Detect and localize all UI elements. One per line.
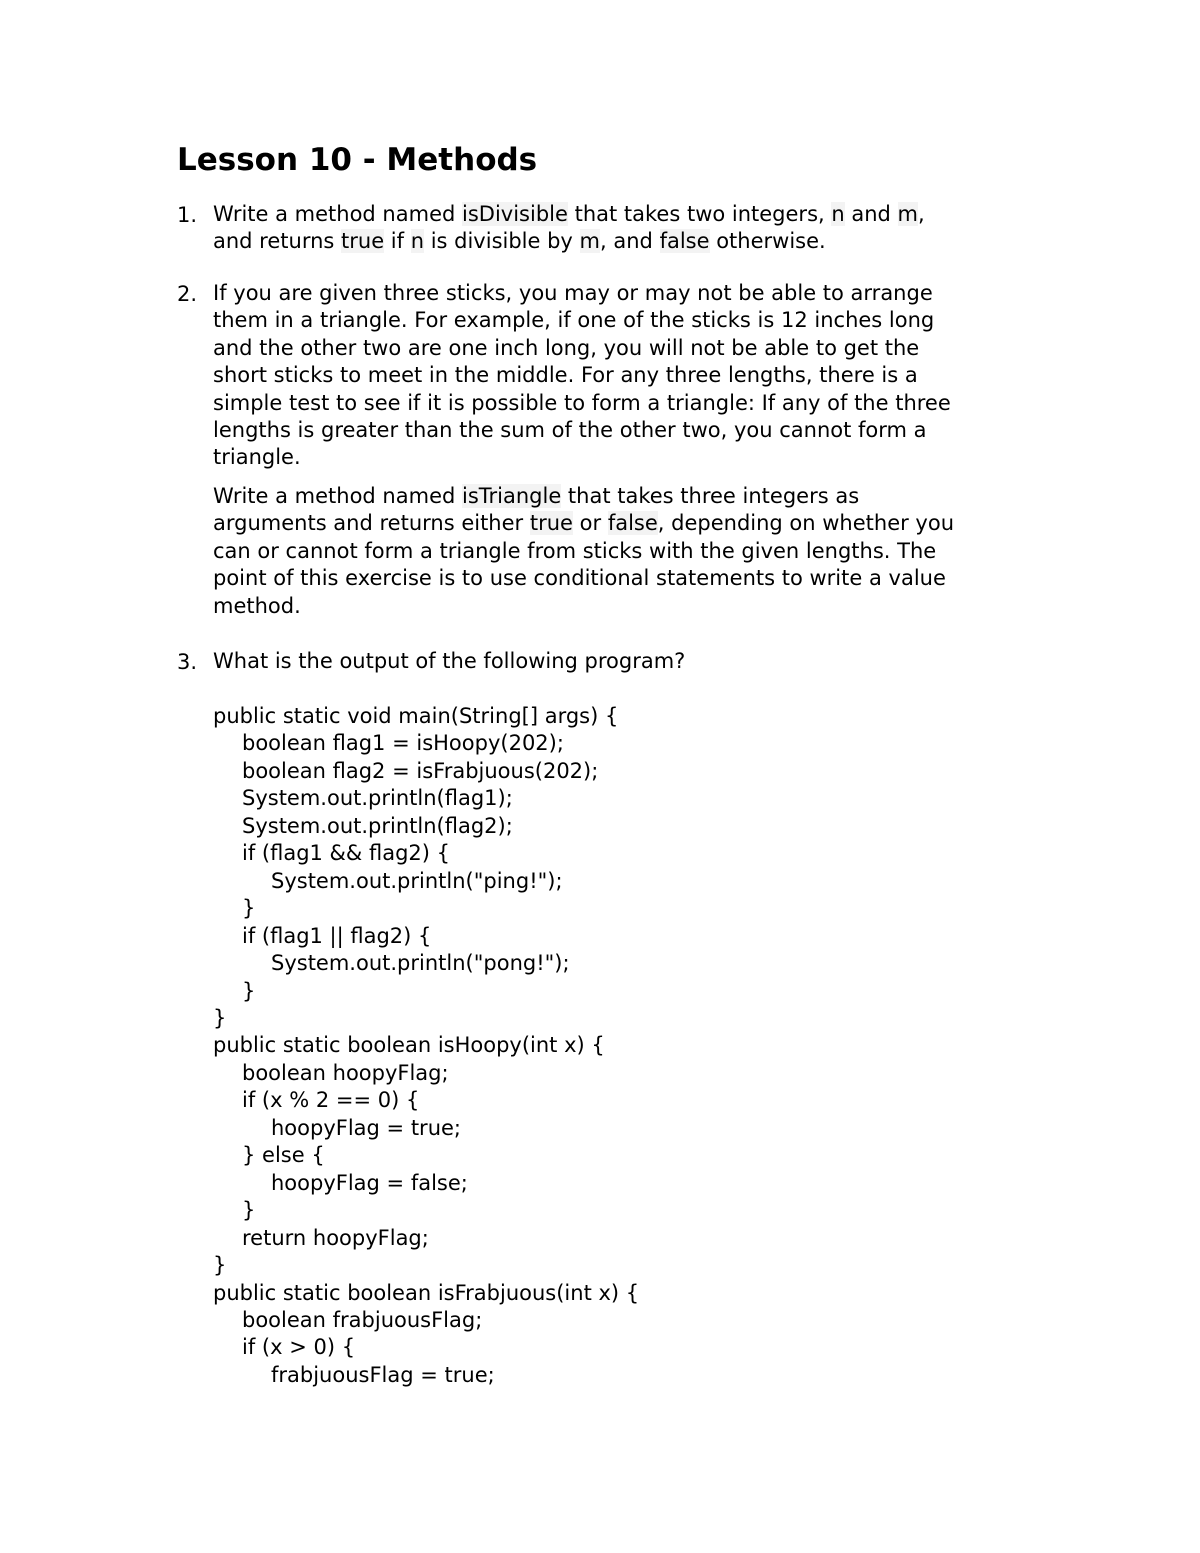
code-line: if (flag1 && flag2) { bbox=[242, 841, 451, 866]
question-2-number: 2. bbox=[177, 282, 198, 306]
code-line: public static void main(String[] args) { bbox=[213, 704, 619, 728]
text-line: triangle. bbox=[213, 445, 301, 470]
code-line: } bbox=[242, 1198, 256, 1223]
code-term: true bbox=[341, 229, 385, 254]
code-line: hoopyFlag = true; bbox=[271, 1115, 461, 1140]
text-line: and the other two are one inch long, you will not be able to get the bbox=[213, 335, 920, 360]
code-line: System.out.println("ping!"); bbox=[271, 868, 563, 893]
text-line: point of this exercise is to use conditional statements to write a value bbox=[213, 566, 946, 591]
code-line: public static boolean isFrabjuous(int x) { bbox=[213, 1280, 640, 1305]
text-line: If you are given three sticks, you may or may not be able to arrange bbox=[213, 281, 933, 305]
code-term: false bbox=[607, 511, 658, 536]
code-line: boolean flag1 = isHoopy(202); bbox=[242, 731, 564, 756]
code-line: hoopyFlag = false; bbox=[271, 1170, 468, 1195]
code-line: System.out.println(flag2); bbox=[242, 813, 513, 838]
text-line: simple test to see if it is possible to form a triangle: If any of the three bbox=[213, 390, 951, 415]
text-line: arguments and returns either true or false, depending on whether you bbox=[213, 511, 955, 536]
page-title: Lesson 10 - Methods bbox=[177, 142, 538, 178]
question-2-paragraph-2 bbox=[213, 483, 1063, 620]
code-line: boolean frabjuousFlag; bbox=[242, 1307, 483, 1332]
code-line: boolean flag2 = isFrabjuous(202); bbox=[242, 758, 599, 783]
code-term: m bbox=[579, 229, 601, 254]
text-line: Write a method named isTriangle that takes three integers as bbox=[213, 484, 860, 508]
code-line: frabjuousFlag = true; bbox=[271, 1362, 495, 1387]
code-term: isDivisible bbox=[462, 202, 568, 226]
code-term: n bbox=[831, 202, 845, 226]
code-line: } bbox=[213, 1253, 227, 1278]
text-line: What is the output of the following program? bbox=[213, 649, 686, 673]
question-1-text bbox=[213, 201, 1063, 256]
text-line: can or cannot form a triangle from sticks with the given lengths. The bbox=[213, 538, 937, 563]
code-listing bbox=[213, 703, 639, 1389]
code-term: m bbox=[897, 202, 919, 226]
code-line: } else { bbox=[242, 1143, 325, 1168]
code-line: System.out.println("pong!"); bbox=[271, 951, 570, 976]
code-term: true bbox=[529, 511, 573, 536]
code-line: if (x % 2 == 0) { bbox=[242, 1088, 420, 1113]
code-line: boolean hoopyFlag; bbox=[242, 1060, 449, 1085]
text-line: and returns true if n is divisible by m, and false otherwise. bbox=[213, 229, 826, 254]
code-line: public static boolean isHoopy(int x) { bbox=[213, 1033, 605, 1058]
text-line: short sticks to meet in the middle. For any three lengths, there is a bbox=[213, 363, 918, 388]
question-2-paragraph-1 bbox=[213, 280, 1063, 472]
text-line: them in a triangle. For example, if one of the sticks is 12 inches long bbox=[213, 308, 935, 333]
text-line: Write a method named isDivisible that takes two integers, n and m, bbox=[213, 202, 925, 226]
code-line: System.out.println(flag1); bbox=[242, 786, 513, 811]
text-line: lengths is greater than the sum of the other two, you cannot form a bbox=[213, 418, 927, 443]
code-line: if (flag1 || flag2) { bbox=[242, 923, 432, 948]
text-line: method. bbox=[213, 593, 301, 618]
question-3-number: 3. bbox=[177, 650, 198, 674]
code-term: false bbox=[659, 229, 710, 254]
code-line: } bbox=[242, 978, 256, 1003]
code-term: n bbox=[410, 229, 425, 254]
code-line: if (x > 0) { bbox=[242, 1335, 356, 1360]
code-line: } bbox=[242, 896, 256, 921]
question-3-text bbox=[213, 648, 1063, 675]
code-line: } bbox=[213, 1005, 227, 1030]
code-term: isTriangle bbox=[462, 484, 562, 508]
question-1-number: 1. bbox=[177, 203, 198, 227]
code-line: return hoopyFlag; bbox=[242, 1225, 429, 1250]
